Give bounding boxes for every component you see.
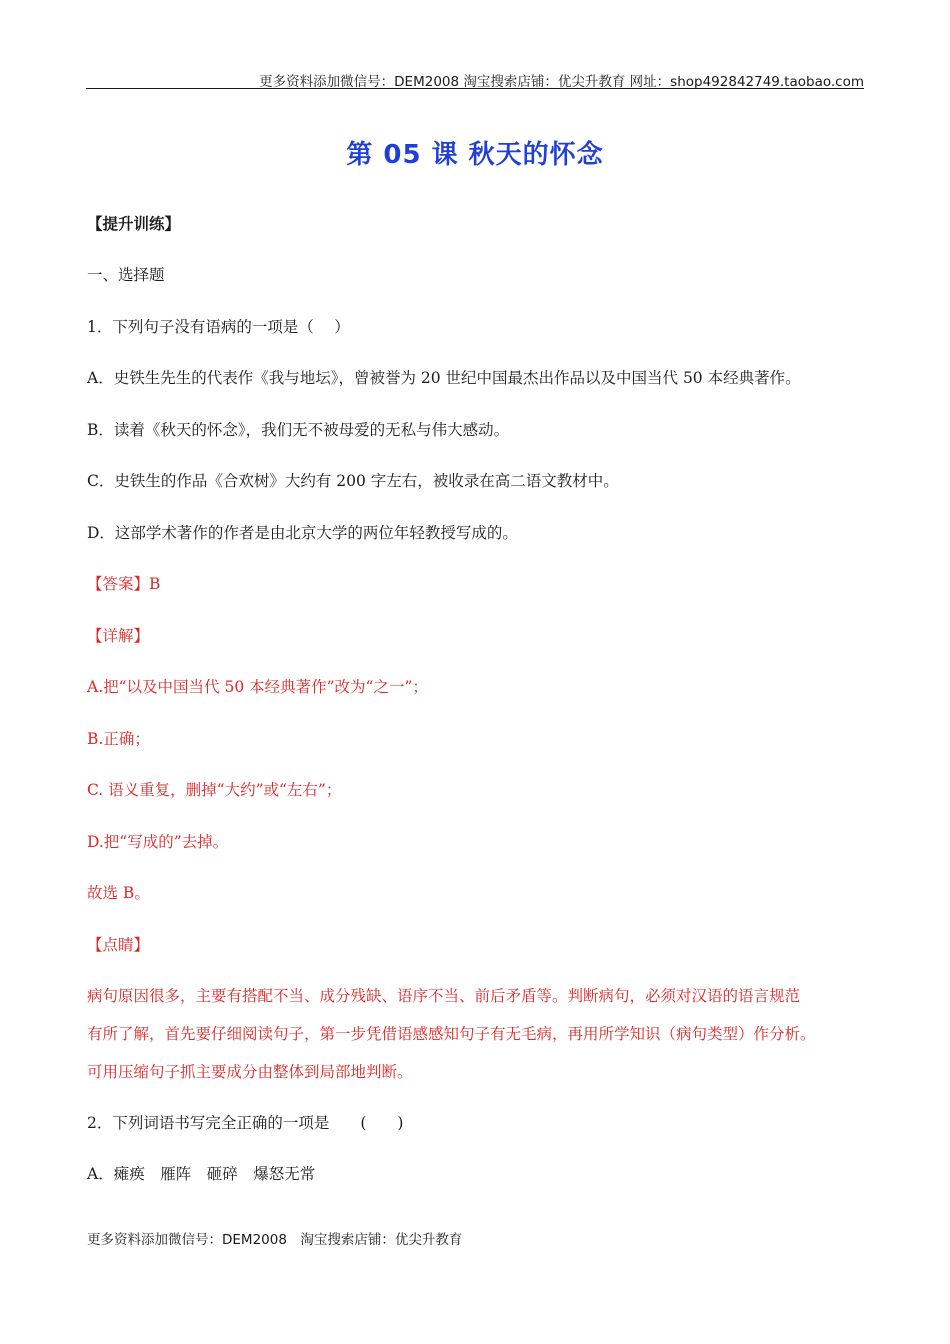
detail-conclusion: 故选 B。 — [87, 884, 150, 902]
question-1-option-d: D．这部学术著作的作者是由北京大学的两位年轻教授写成的。 — [87, 524, 518, 542]
question-2-option-a: A．瘫痪 雁阵 砸碎 爆怒无常 — [87, 1165, 316, 1183]
page-footer: 更多资料添加微信号：DEM2008 淘宝搜索店铺：优尖升教育 — [87, 1232, 463, 1248]
page-header: 更多资料添加微信号：DEM2008 淘宝搜索店铺：优尖升教育 网址：shop492842749.taobao.com — [259, 74, 864, 90]
answer-line: 【答案】B — [87, 575, 161, 593]
detail-label: 【详解】 — [87, 627, 150, 645]
detail-d: D.把“写成的”去掉。 — [87, 833, 229, 851]
question-2-stem: 2．下列词语书写完全正确的一项是 ( ) — [87, 1114, 404, 1132]
part-heading: 一、选择题 — [87, 266, 165, 284]
question-1-stem: 1．下列句子没有语病的一项是（ ） — [87, 318, 350, 336]
detail-c: C. 语义重复，删掉“大约”或“左右”； — [87, 781, 342, 799]
tip-line-1: 病句原因很多，主要有搭配不当、成分残缺、语序不当、前后矛盾等。判断病句，必须对汉语的语言规范 — [87, 987, 801, 1005]
tip-label: 【点睛】 — [87, 936, 150, 954]
tip-line-3: 可用压缩句子抓主要成分由整体到局部地判断。 — [87, 1063, 413, 1081]
detail-b: B.正确； — [87, 730, 150, 748]
tip-line-2: 有所了解，首先要仔细阅读句子，第一步凭借语感感知句子有无毛病，再用所学知识（病句类型）作分析。 — [87, 1025, 816, 1043]
section-label: 【提升训练】 — [87, 214, 181, 233]
question-1-option-c: C．史铁生的作品《合欢树》大约有 200 字左右，被收录在高二语文教材中。 — [87, 472, 619, 490]
question-1-option-b: B．读着《秋天的怀念》，我们无不被母爱的无私与伟大感动。 — [87, 421, 510, 439]
header-divider — [86, 88, 864, 89]
detail-a: A.把“以及中国当代 50 本经典著作”改为“之一”； — [87, 678, 428, 696]
page-title: 第 05 课 秋天的怀念 — [346, 140, 604, 170]
question-1-option-a: A．史铁生先生的代表作《我与地坛》，曾被誉为 20 世纪中国最杰出作品以及中国当代 50 本经典著作。 — [87, 369, 801, 387]
